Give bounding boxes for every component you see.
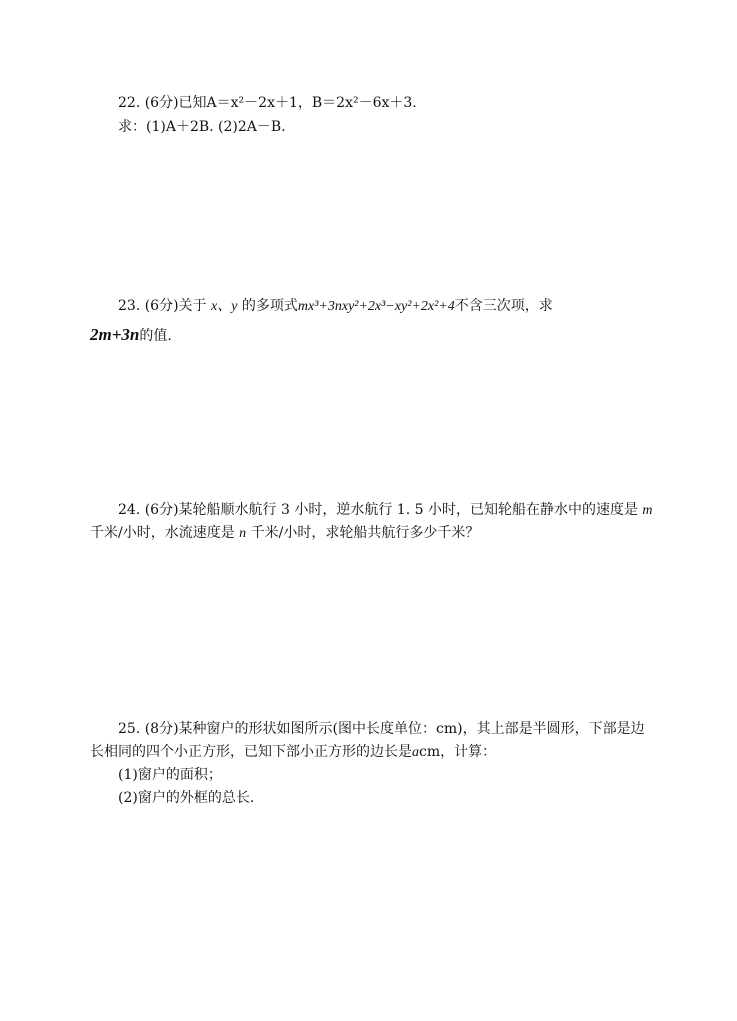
q23-variables: x、y <box>211 299 238 314</box>
q24-line2-b: 千米/小时，求轮船共航行多少千米？ <box>250 525 480 541</box>
q22-line1 <box>118 93 417 113</box>
q24-line2-a: 千米/小时，水流速度是 <box>90 525 235 541</box>
q23-suffix: 不含三次项，求 <box>454 298 553 314</box>
q22-A-definition: A＝x²－2x＋1， <box>206 95 312 111</box>
q24-line1-text: 24. (6分)某轮船顺水航行 3 小时，逆水航行 1. 5 小时，已知轮船在静水中的速度是 <box>118 502 638 518</box>
q22-B-definition: B＝2x²－6x＋3. <box>311 95 417 111</box>
q23-line2-suffix: 的值. <box>139 328 172 344</box>
q25-var-a: a <box>412 745 419 760</box>
q24-line1 <box>118 500 653 521</box>
q23-line2 <box>90 325 172 346</box>
q23-prefix: 23. (6分)关于 <box>118 298 207 314</box>
q25-line2 <box>90 742 496 763</box>
q25-line1: 25. (8分)某种窗户的形状如图所示(图中长度单位：cm)，其上部是半圆形，下部是边 <box>118 721 645 737</box>
q25-part2: (2)窗户的外框的总长. <box>118 790 255 806</box>
q25-part1: (1)窗户的面积； <box>118 767 222 783</box>
q23-expression: 2m+3n <box>90 325 140 344</box>
q23-line1 <box>118 296 553 317</box>
q22-line2: 求：(1)A＋2B. (2)2A－B. <box>118 119 286 135</box>
q24-line2 <box>90 523 479 544</box>
q25-line2-b: cm，计算： <box>419 744 497 760</box>
q25-line2-a: 长相同的四个小正方形，已知下部小正方形的边长是 <box>90 744 412 760</box>
q23-mid-text: 的多项式 <box>241 298 298 314</box>
q23-polynomial: mx³+3nxy²+2x³−xy²+2x²+4 <box>297 299 455 314</box>
q22-prefix: 22. (6分)已知 <box>118 95 207 111</box>
q24-var-n: n <box>239 526 247 541</box>
q24-var-m: m <box>642 503 653 518</box>
